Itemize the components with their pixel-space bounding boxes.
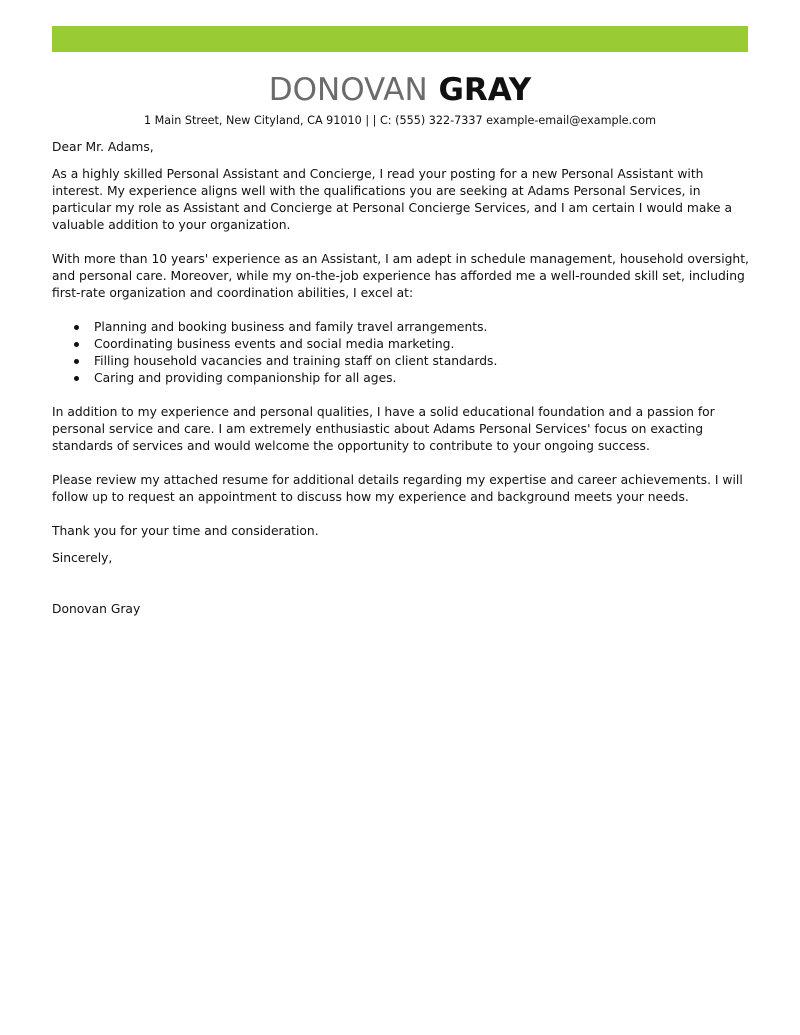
thanks-line: Thank you for your time and consideration. bbox=[52, 524, 319, 538]
paragraph-intro: As a highly skilled Personal Assistant and Concierge, I read your posting for a new Personal Assistant with interest. My experience aligns well with the qualifications you are seeking at Adams Personal Services, in particular my role as Assistant and Concierge at Personal Concierge Services, and I am certain I would make a valuable addition to your organization. bbox=[52, 167, 733, 232]
list-item bbox=[52, 319, 752, 336]
paragraph-follow-up: Please review my attached resume for additional details regarding my expertise and career achievements. I will follow up to request an appointment to discuss how my experience and background meets your needs. bbox=[52, 473, 743, 504]
applicant-name bbox=[0, 70, 800, 110]
applicant-first-name: DONOVAN bbox=[268, 72, 428, 108]
closing-line: Sincerely, bbox=[52, 551, 113, 565]
bullet-icon bbox=[74, 325, 79, 330]
header-accent-bar bbox=[52, 26, 748, 52]
paragraph-education: In addition to my experience and personal qualities, I have a solid educational foundation and a passion for personal service and care. I am extremely enthusiastic about Adams Personal Services' focus on exacting standards of services and would welcome the opportunity to contribute to your ongoing success. bbox=[52, 405, 715, 453]
paragraph-experience: With more than 10 years' experience as an Assistant, I am adept in schedule management, household oversight, and personal care. Moreover, while my on-the-job experience has afforded me a well-rounded skill set, including first-rate organization and coordination abilities, I excel at: bbox=[52, 252, 749, 300]
applicant-last-name: GRAY bbox=[438, 72, 532, 108]
salutation: Dear Mr. Adams, bbox=[52, 140, 154, 154]
bullet-icon bbox=[74, 376, 79, 381]
list-item bbox=[52, 370, 752, 387]
list-item-text: Planning and booking business and family travel arrangements. bbox=[94, 320, 488, 334]
list-item bbox=[52, 336, 752, 353]
letter-body bbox=[52, 139, 752, 635]
contact-line: 1 Main Street, New Cityland, CA 91010 | | C: (555) 322-7337 example-email@example.com bbox=[143, 114, 657, 127]
signature: Donovan Gray bbox=[52, 602, 141, 616]
bullet-icon bbox=[74, 359, 79, 364]
list-item bbox=[52, 353, 752, 370]
list-item-text: Caring and providing companionship for all ages. bbox=[94, 371, 397, 385]
list-item-text: Filling household vacancies and training staff on client standards. bbox=[94, 354, 498, 368]
list-item-text: Coordinating business events and social media marketing. bbox=[94, 337, 455, 351]
bullet-icon bbox=[74, 342, 79, 347]
skills-list bbox=[52, 319, 752, 387]
